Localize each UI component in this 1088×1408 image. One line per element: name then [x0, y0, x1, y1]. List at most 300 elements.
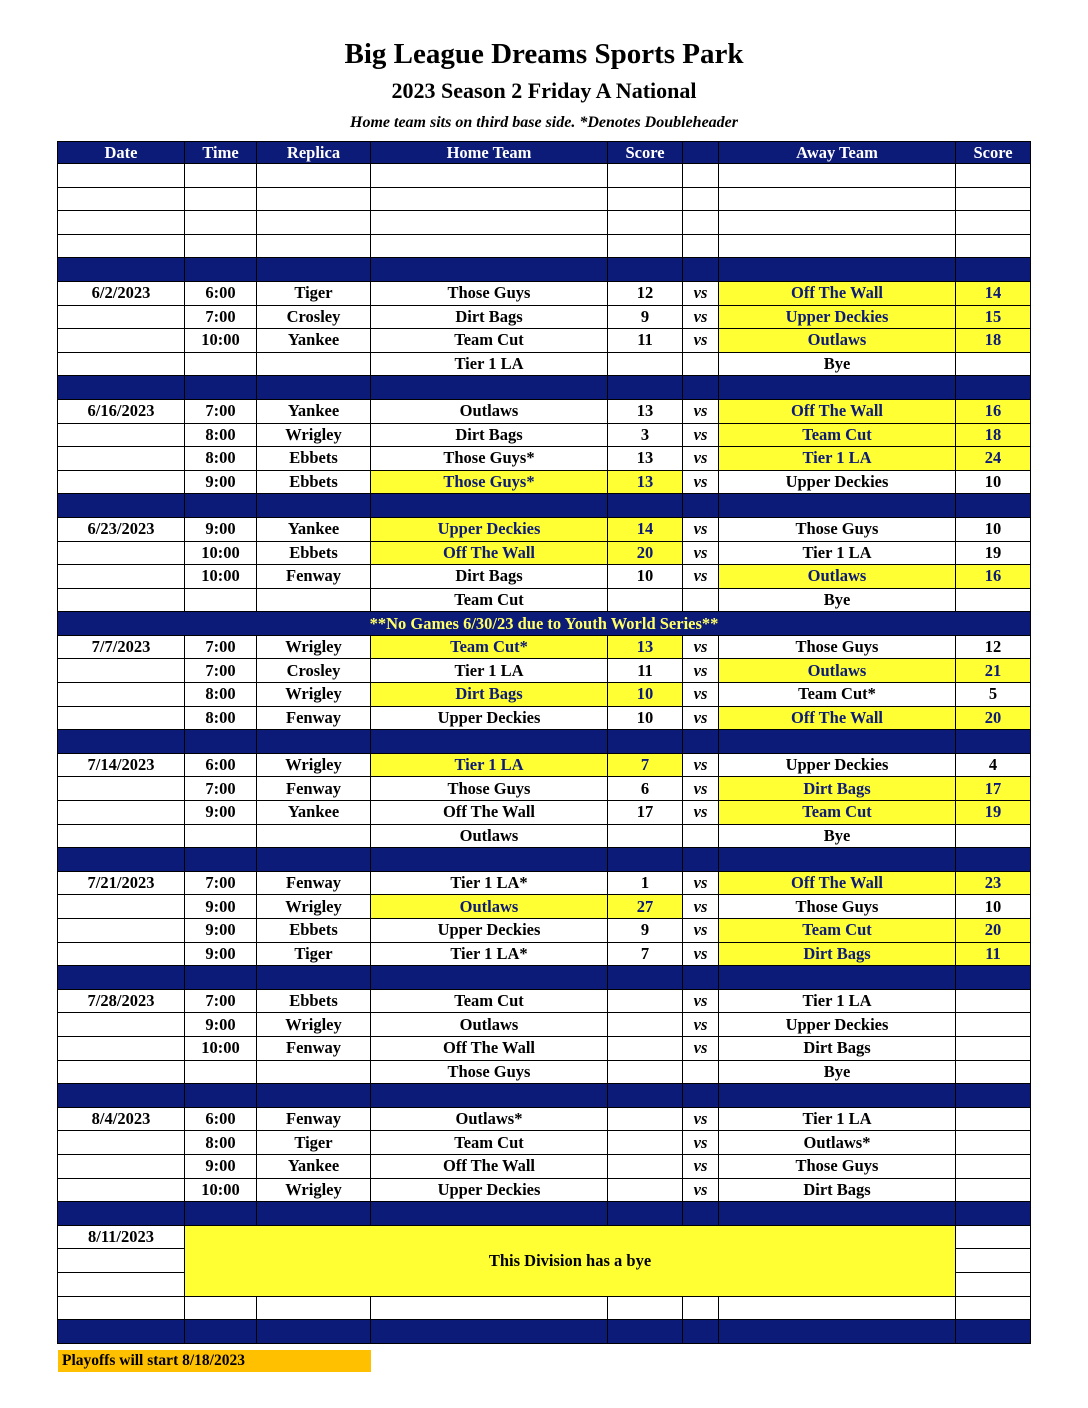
- empty-cell: [58, 1296, 185, 1320]
- separator-cell: [683, 730, 719, 754]
- game-time: 8:00: [185, 706, 257, 730]
- home-score: 10: [608, 706, 683, 730]
- field-replica: Tiger: [257, 942, 371, 966]
- away-score: [956, 1060, 1031, 1084]
- game-date: [58, 423, 185, 447]
- separator-cell: [683, 376, 719, 400]
- empty-cell: [58, 187, 185, 211]
- away-score: 10: [956, 517, 1031, 541]
- separator-cell: [719, 376, 956, 400]
- separator-row: [58, 848, 1031, 872]
- away-team: Outlaws: [719, 565, 956, 589]
- empty-cell: [956, 234, 1031, 258]
- game-date: [58, 329, 185, 353]
- game-time: 7:00: [185, 659, 257, 683]
- separator-cell: [956, 1202, 1031, 1226]
- game-row: [58, 942, 1031, 966]
- game-row: [58, 706, 1031, 730]
- field-replica: Tiger: [257, 1131, 371, 1155]
- empty-row: [58, 164, 1031, 188]
- empty-cell: [257, 164, 371, 188]
- home-score: [608, 1178, 683, 1202]
- vs-label: vs: [683, 1107, 719, 1131]
- separator-cell: [371, 1084, 608, 1108]
- game-row: [58, 1013, 1031, 1037]
- home-team: Tier 1 LA: [371, 659, 608, 683]
- away-team: Upper Deckies: [719, 470, 956, 494]
- away-team: Dirt Bags: [719, 942, 956, 966]
- field-replica: Fenway: [257, 871, 371, 895]
- away-team: Outlaws: [719, 329, 956, 353]
- header-row: [58, 142, 1031, 164]
- separator-cell: [371, 494, 608, 518]
- field-replica: Wrigley: [257, 895, 371, 919]
- separator-cell: [956, 848, 1031, 872]
- home-score: [608, 352, 683, 376]
- home-score: 7: [608, 942, 683, 966]
- away-team: Bye: [719, 824, 956, 848]
- away-score: [956, 1154, 1031, 1178]
- separator-cell: [608, 1202, 683, 1226]
- empty-cell: [257, 187, 371, 211]
- separator-cell: [58, 966, 185, 990]
- away-score: [956, 1013, 1031, 1037]
- empty-cell: [683, 211, 719, 235]
- division-bye-banner: This Division has a bye: [185, 1225, 956, 1296]
- game-time: [185, 352, 257, 376]
- away-team: Bye: [719, 352, 956, 376]
- away-score: [956, 1107, 1031, 1131]
- home-team: Off The Wall: [371, 1036, 608, 1060]
- field-replica: [257, 1060, 371, 1084]
- game-row: [58, 1107, 1031, 1131]
- vs-label: vs: [683, 1036, 719, 1060]
- game-date: [58, 659, 185, 683]
- field-replica: Ebbets: [257, 447, 371, 471]
- away-team: Upper Deckies: [719, 305, 956, 329]
- game-row: [58, 635, 1031, 659]
- field-replica: Ebbets: [257, 470, 371, 494]
- page-title: Big League Dreams Sports Park: [344, 38, 744, 70]
- empty-cell: [683, 1296, 719, 1320]
- empty-row: [58, 211, 1031, 235]
- game-time: 10:00: [185, 565, 257, 589]
- home-score: 1: [608, 871, 683, 895]
- separator-cell: [371, 1202, 608, 1226]
- separator-cell: [956, 1320, 1031, 1344]
- vs-label: vs: [683, 470, 719, 494]
- empty-cell: [719, 1296, 956, 1320]
- empty-cell: [956, 1296, 1031, 1320]
- vs-label: vs: [683, 777, 719, 801]
- away-score: 18: [956, 423, 1031, 447]
- game-row: [58, 801, 1031, 825]
- vs-label: vs: [683, 329, 719, 353]
- field-replica: Fenway: [257, 706, 371, 730]
- field-replica: Ebbets: [257, 919, 371, 943]
- game-time: 7:00: [185, 399, 257, 423]
- vs-label: vs: [683, 1131, 719, 1155]
- away-score: 10: [956, 895, 1031, 919]
- empty-cell: [185, 187, 257, 211]
- header-home-score: Score: [608, 142, 683, 164]
- away-team: Tier 1 LA: [719, 989, 956, 1013]
- home-score: [608, 1154, 683, 1178]
- home-score: 13: [608, 470, 683, 494]
- away-score: [956, 1036, 1031, 1060]
- separator-cell: [371, 848, 608, 872]
- field-replica: Crosley: [257, 305, 371, 329]
- field-replica: Wrigley: [257, 1178, 371, 1202]
- field-replica: Ebbets: [257, 989, 371, 1013]
- empty-cell: [58, 211, 185, 235]
- game-row: [58, 989, 1031, 1013]
- game-date: 8/11/2023: [58, 1225, 185, 1249]
- separator-cell: [185, 258, 257, 282]
- separator-cell: [371, 258, 608, 282]
- game-row: [58, 305, 1031, 329]
- separator-cell: [683, 848, 719, 872]
- field-replica: Crosley: [257, 659, 371, 683]
- game-date: [58, 1178, 185, 1202]
- game-row: [58, 753, 1031, 777]
- separator-cell: [58, 1202, 185, 1226]
- vs-label: vs: [683, 399, 719, 423]
- game-row: [58, 517, 1031, 541]
- away-team: Those Guys: [719, 1154, 956, 1178]
- field-replica: [257, 588, 371, 612]
- away-score: 19: [956, 541, 1031, 565]
- empty-cell: [185, 1296, 257, 1320]
- game-date: [58, 1036, 185, 1060]
- away-team: Team Cut: [719, 423, 956, 447]
- game-date: 6/16/2023: [58, 399, 185, 423]
- game-row: [58, 824, 1031, 848]
- field-replica: Wrigley: [257, 423, 371, 447]
- empty-cell: [719, 211, 956, 235]
- empty-cell: [257, 234, 371, 258]
- home-score: 7: [608, 753, 683, 777]
- home-score: 10: [608, 683, 683, 707]
- separator-cell: [58, 1320, 185, 1344]
- empty-cell: [371, 234, 608, 258]
- separator-cell: [185, 848, 257, 872]
- header-vs: [683, 142, 719, 164]
- home-score: [608, 1060, 683, 1084]
- game-time: 10:00: [185, 541, 257, 565]
- game-date: [58, 565, 185, 589]
- home-score: [608, 1036, 683, 1060]
- separator-cell: [608, 1084, 683, 1108]
- away-score: [956, 352, 1031, 376]
- separator-cell: [371, 376, 608, 400]
- home-team: Dirt Bags: [371, 565, 608, 589]
- game-time: 9:00: [185, 801, 257, 825]
- field-replica: Yankee: [257, 801, 371, 825]
- vs-label: vs: [683, 1013, 719, 1037]
- game-time: 8:00: [185, 423, 257, 447]
- separator-cell: [683, 1202, 719, 1226]
- away-score: 24: [956, 447, 1031, 471]
- vs-label: vs: [683, 942, 719, 966]
- separator-cell: [185, 730, 257, 754]
- empty-cell: [608, 1296, 683, 1320]
- empty-cell: [956, 211, 1031, 235]
- away-team: Those Guys: [719, 517, 956, 541]
- separator-cell: [608, 1320, 683, 1344]
- away-team: Off The Wall: [719, 281, 956, 305]
- away-score: 21: [956, 659, 1031, 683]
- home-team: Team Cut*: [371, 635, 608, 659]
- away-score: 11: [956, 942, 1031, 966]
- home-team: Those Guys*: [371, 447, 608, 471]
- home-team: Upper Deckies: [371, 1178, 608, 1202]
- separator-cell: [719, 848, 956, 872]
- empty-cell: [956, 1249, 1031, 1273]
- home-team: Those Guys: [371, 281, 608, 305]
- home-score: 11: [608, 329, 683, 353]
- game-date: [58, 305, 185, 329]
- game-row: [58, 565, 1031, 589]
- home-team: Tier 1 LA*: [371, 871, 608, 895]
- game-time: 9:00: [185, 1154, 257, 1178]
- separator-cell: [185, 1084, 257, 1108]
- game-date: [58, 942, 185, 966]
- empty-cell: [683, 234, 719, 258]
- game-date: [58, 683, 185, 707]
- game-row: [58, 588, 1031, 612]
- game-time: 7:00: [185, 989, 257, 1013]
- header-away-team: Away Team: [719, 142, 956, 164]
- away-team: Those Guys: [719, 635, 956, 659]
- separator-text: **No Games 6/30/23 due to Youth World Series**: [58, 612, 1031, 636]
- away-team: Off The Wall: [719, 399, 956, 423]
- separator-cell: [58, 376, 185, 400]
- game-row: [58, 423, 1031, 447]
- empty-cell: [257, 1296, 371, 1320]
- home-score: 27: [608, 895, 683, 919]
- separator-row: [58, 494, 1031, 518]
- header-home-team: Home Team: [371, 142, 608, 164]
- empty-cell: [371, 187, 608, 211]
- away-score: [956, 824, 1031, 848]
- game-row: [58, 1131, 1031, 1155]
- empty-row: [58, 234, 1031, 258]
- game-date: [58, 1154, 185, 1178]
- game-date: [58, 588, 185, 612]
- game-time: 9:00: [185, 895, 257, 919]
- away-score: 19: [956, 801, 1031, 825]
- game-row: [58, 1060, 1031, 1084]
- empty-cell: [371, 211, 608, 235]
- away-team: Those Guys: [719, 895, 956, 919]
- separator-cell: [608, 848, 683, 872]
- away-score: 18: [956, 329, 1031, 353]
- separator-cell: [58, 258, 185, 282]
- home-team: Outlaws: [371, 824, 608, 848]
- separator-cell: [683, 1084, 719, 1108]
- game-row: [58, 1036, 1031, 1060]
- game-date: [58, 1131, 185, 1155]
- home-team: Dirt Bags: [371, 423, 608, 447]
- empty-cell: [371, 164, 608, 188]
- away-team: Tier 1 LA: [719, 541, 956, 565]
- empty-cell: [608, 234, 683, 258]
- vs-label: vs: [683, 423, 719, 447]
- empty-cell: [683, 164, 719, 188]
- home-team: Team Cut: [371, 989, 608, 1013]
- empty-cell: [608, 187, 683, 211]
- home-score: 11: [608, 659, 683, 683]
- home-team: Outlaws: [371, 895, 608, 919]
- game-date: [58, 801, 185, 825]
- separator-cell: [58, 848, 185, 872]
- home-team: Those Guys: [371, 777, 608, 801]
- game-row: [58, 1178, 1031, 1202]
- home-team: Upper Deckies: [371, 517, 608, 541]
- game-date: [58, 541, 185, 565]
- game-time: 7:00: [185, 777, 257, 801]
- game-date: [58, 352, 185, 376]
- separator-cell: [185, 1320, 257, 1344]
- separator-row: [58, 612, 1031, 636]
- vs-label: vs: [683, 517, 719, 541]
- separator-cell: [719, 258, 956, 282]
- separator-cell: [956, 1084, 1031, 1108]
- game-row: [58, 1154, 1031, 1178]
- home-score: [608, 989, 683, 1013]
- game-row: [58, 541, 1031, 565]
- empty-cell: [58, 1272, 185, 1296]
- away-team: Team Cut*: [719, 683, 956, 707]
- separator-cell: [683, 966, 719, 990]
- separator-cell: [608, 258, 683, 282]
- home-team: Tier 1 LA: [371, 753, 608, 777]
- separator-cell: [185, 376, 257, 400]
- home-team: Upper Deckies: [371, 706, 608, 730]
- home-score: 10: [608, 565, 683, 589]
- vs-label: [683, 588, 719, 612]
- game-time: 7:00: [185, 635, 257, 659]
- home-team: Outlaws: [371, 1013, 608, 1037]
- home-team: Outlaws: [371, 399, 608, 423]
- separator-row: [58, 1084, 1031, 1108]
- home-score: 17: [608, 801, 683, 825]
- header-away-score: Score: [956, 142, 1031, 164]
- empty-cell: [956, 1225, 1031, 1249]
- separator-cell: [956, 966, 1031, 990]
- away-score: [956, 1131, 1031, 1155]
- game-date: 7/21/2023: [58, 871, 185, 895]
- separator-cell: [257, 730, 371, 754]
- away-score: 16: [956, 399, 1031, 423]
- game-row: [58, 470, 1031, 494]
- home-team: Team Cut: [371, 329, 608, 353]
- separator-cell: [257, 1084, 371, 1108]
- game-row: [58, 871, 1031, 895]
- separator-cell: [608, 730, 683, 754]
- game-time: 6:00: [185, 1107, 257, 1131]
- separator-cell: [956, 376, 1031, 400]
- away-score: [956, 989, 1031, 1013]
- separator-cell: [608, 376, 683, 400]
- home-score: 14: [608, 517, 683, 541]
- away-score: 12: [956, 635, 1031, 659]
- vs-label: vs: [683, 1178, 719, 1202]
- away-score: 23: [956, 871, 1031, 895]
- game-time: 10:00: [185, 1036, 257, 1060]
- empty-cell: [58, 1249, 185, 1273]
- empty-cell: [371, 1296, 608, 1320]
- empty-cell: [185, 234, 257, 258]
- home-score: 9: [608, 919, 683, 943]
- away-team: Upper Deckies: [719, 1013, 956, 1037]
- home-team: Off The Wall: [371, 801, 608, 825]
- field-replica: Yankee: [257, 399, 371, 423]
- separator-cell: [371, 966, 608, 990]
- vs-label: vs: [683, 919, 719, 943]
- separator-cell: [257, 258, 371, 282]
- game-time: 9:00: [185, 942, 257, 966]
- home-team: Those Guys*: [371, 470, 608, 494]
- home-score: 13: [608, 399, 683, 423]
- home-score: 20: [608, 541, 683, 565]
- field-replica: Wrigley: [257, 1013, 371, 1037]
- playoffs-note: Playoffs will start 8/18/2023: [58, 1350, 371, 1372]
- separator-cell: [683, 258, 719, 282]
- empty-cell: [608, 164, 683, 188]
- field-replica: Fenway: [257, 1107, 371, 1131]
- game-row: [58, 683, 1031, 707]
- away-score: 15: [956, 305, 1031, 329]
- away-team: Outlaws*: [719, 1131, 956, 1155]
- separator-cell: [371, 1320, 608, 1344]
- game-date: 7/7/2023: [58, 635, 185, 659]
- separator-cell: [257, 376, 371, 400]
- vs-label: vs: [683, 541, 719, 565]
- away-score: 20: [956, 706, 1031, 730]
- separator-cell: [58, 494, 185, 518]
- empty-cell: [683, 187, 719, 211]
- home-score: [608, 1013, 683, 1037]
- separator-cell: [257, 494, 371, 518]
- game-date: [58, 1060, 185, 1084]
- game-time: 6:00: [185, 281, 257, 305]
- separator-cell: [608, 494, 683, 518]
- away-score: 14: [956, 281, 1031, 305]
- home-team: Upper Deckies: [371, 919, 608, 943]
- empty-row: [58, 187, 1031, 211]
- header-time: Time: [185, 142, 257, 164]
- separator-cell: [719, 1084, 956, 1108]
- game-row: [58, 777, 1031, 801]
- separator-cell: [257, 848, 371, 872]
- home-score: 13: [608, 635, 683, 659]
- home-team: Those Guys: [371, 1060, 608, 1084]
- separator-cell: [608, 966, 683, 990]
- away-team: Off The Wall: [719, 871, 956, 895]
- away-team: Outlaws: [719, 659, 956, 683]
- empty-cell: [719, 234, 956, 258]
- vs-label: [683, 352, 719, 376]
- home-team: Tier 1 LA: [371, 352, 608, 376]
- home-team: Outlaws*: [371, 1107, 608, 1131]
- separator-cell: [956, 494, 1031, 518]
- game-time: 10:00: [185, 1178, 257, 1202]
- separator-cell: [683, 494, 719, 518]
- field-replica: Fenway: [257, 1036, 371, 1060]
- field-replica: [257, 824, 371, 848]
